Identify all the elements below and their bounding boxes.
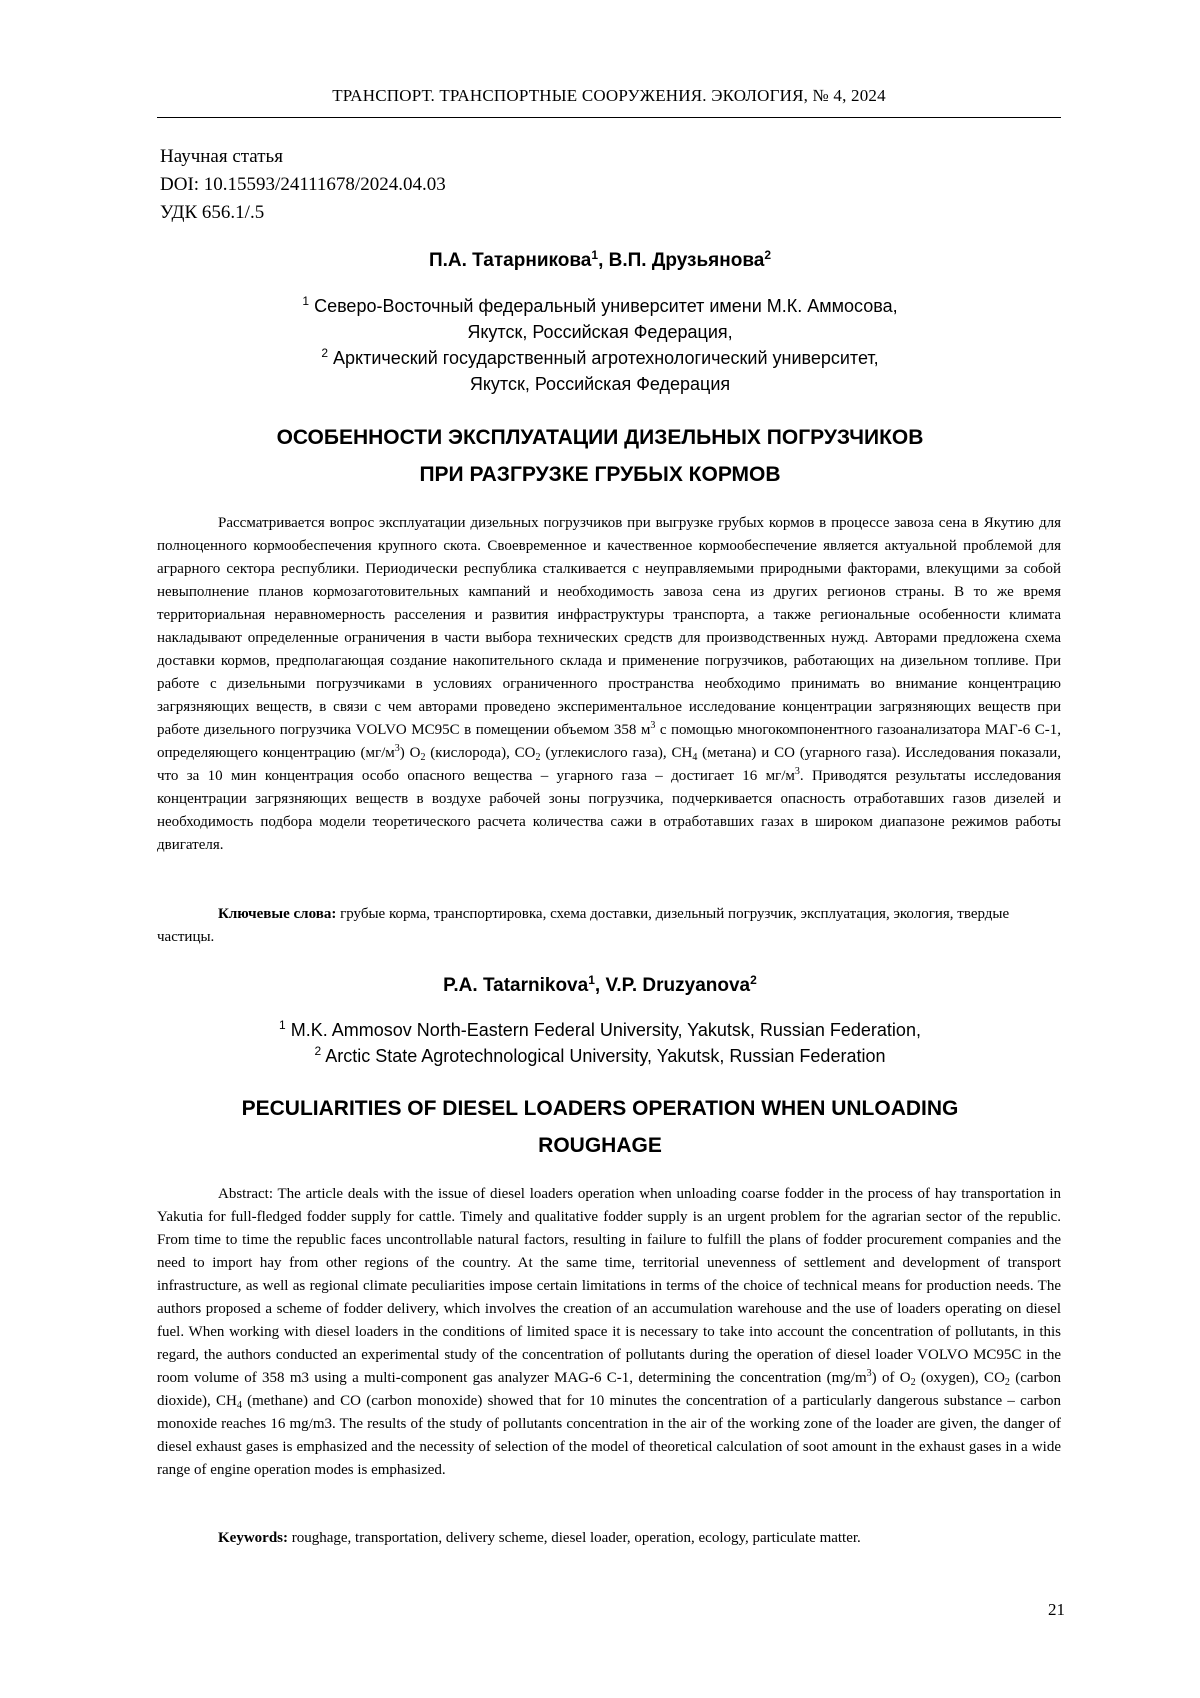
abstract-ru-part: ) O — [399, 745, 421, 761]
author1-en-sup: 1 — [588, 973, 595, 987]
authors-ru — [0, 250, 1200, 272]
author-sep-en: , — [594, 975, 606, 996]
author2-ru-sup: 2 — [764, 248, 772, 262]
affil2-en — [0, 1043, 1200, 1069]
abstract-en-part: ) of O — [871, 1370, 911, 1386]
abstract-en-part: (methane) and CO (carbon monoxide) showed that for 10 minutes the concentration of a particularly dangerous substance – carbon monoxide reaches 16 mg/m3. The results of the study of pollutants concentration in the air of the working zone of the loader are given, the danger of diesel exhaust gases is emphasized and the necessity of selection of the model of theoretical calculation of soot amount in the exhaust gases in a wide range of engine operation modes is emphasized. — [157, 1393, 1061, 1478]
keywords-ru — [157, 903, 1061, 949]
abstract-en-sub: 4 — [236, 1400, 242, 1411]
author2-en-sup: 2 — [750, 973, 757, 987]
author-sep-ru: , — [598, 250, 609, 271]
abstract-en-sub: 2 — [910, 1377, 916, 1388]
abstract-ru-sup: 3 — [394, 743, 400, 754]
header-rule — [157, 117, 1061, 118]
keywords-ru-label: Ключевые слова: — [218, 906, 337, 922]
abstract-ru — [157, 512, 1061, 857]
abstract-ru-part: (метана) и CO (угарного газа). Исследования показали, что за 10 мин концентрация особо опасного вещества – угарного газа – достигает 16 мг/м — [157, 745, 1061, 784]
affil1-ru-sup: 1 — [302, 294, 310, 308]
affil1-en — [0, 1017, 1200, 1043]
article-meta — [160, 143, 446, 227]
title-ru — [0, 419, 1200, 493]
keywords-en-text: roughage, transportation, delivery scheme, diesel loader, operation, ecology, particulate matter. — [288, 1530, 861, 1546]
affil2-ru-line2: Якутск, Российская Федерация — [469, 374, 731, 394]
abstract-ru-part: (углекислого газа), CH — [540, 745, 693, 761]
abstract-ru-sub: 2 — [535, 752, 541, 763]
abstract-en-part: (oxygen), CO — [915, 1370, 1005, 1386]
affiliations-ru — [0, 293, 1200, 397]
affil1-en-text: M.K. Ammosov North-Eastern Federal University, Yakutsk, Russian Federation, — [285, 1020, 921, 1040]
abstract-ru-sub: 4 — [692, 752, 698, 763]
affil1-ru-text: Северо-Восточный федеральный университет имени М.К. Аммосова, — [309, 296, 898, 316]
udc: УДК 656.1/.5 — [160, 202, 265, 223]
affil1-ru-line2: Якутск, Российская Федерация, — [467, 322, 733, 342]
abstract-ru-sup: 3 — [650, 720, 656, 731]
title-ru-line2: ПРИ РАЗГРУЗКЕ ГРУБЫХ КОРМОВ — [419, 463, 781, 486]
abstract-en-part: Abstract: The article deals with the issue of diesel loaders operation when unloading coarse fodder in the process of hay transportation in Yakutia for full-fledged fodder supply for cattle. Timely and qualitative fodder supply is an urgent problem for the agrarian sector of the republic. From time to time the republic faces uncontrollable natural factors, resulting in failure to fulfill the plans of fodder procurement companies and the need to import hay from other regions of the country. At the same time, territorial unevenness of settlement and development of transport infrastructure, as well as regional climate peculiarities impose certain limitations in terms of the choice of technical means for production needs. The authors proposed a scheme of fodder delivery, which involves the creation of an accumulation warehouse and the use of loaders operating on diesel fuel. When working with diesel loaders in the conditions of limited space it is necessary to take into account the concentration of pollutants, in this regard, the authors conducted an experimental study of the concentration of pollutants during the operation of diesel loader VOLVO MC95C in the room volume of 358 m3 using a multi-component gas analyzer MAG-6 C-1, determining the concentration (mg/m — [157, 1186, 1061, 1386]
doi: DOI: 10.15593/24111678/2024.04.03 — [160, 174, 446, 195]
article-type: Научная статья — [160, 146, 283, 167]
affil2-en-text: Arctic State Agrotechnological University, Yakutsk, Russian Federation — [321, 1046, 886, 1066]
keywords-ru-text: грубые корма, транспортировка, схема доставки, дизельный погрузчик, эксплуатация, экология, твердые частицы. — [157, 906, 1010, 945]
abstract-ru-sup: 3 — [794, 766, 800, 777]
author1-ru-sup: 1 — [591, 248, 599, 262]
keywords-en-label: Keywords: — [218, 1530, 288, 1546]
affil1-ru-line1 — [0, 293, 1200, 319]
author2-ru: В.П. Друзьянова — [608, 250, 765, 271]
title-ru-line1: ОСОБЕННОСТИ ЭКСПЛУАТАЦИИ ДИЗЕЛЬНЫХ ПОГРУЗЧИКОВ — [276, 426, 924, 449]
page-number: 21 — [1048, 1600, 1065, 1619]
author1-ru: П.А. Татарникова — [428, 250, 592, 271]
author2-en: V.P. Druzyanova — [605, 975, 751, 996]
title-en-line2: ROUGHAGE — [538, 1134, 662, 1157]
authors-en — [0, 975, 1200, 997]
title-en — [0, 1090, 1200, 1164]
abstract-en-sub: 2 — [1004, 1377, 1010, 1388]
abstract-ru-part: . Приводятся результаты исследования концентрации загрязняющих веществ в воздухе рабочей зоны погрузчика, подчеркивается опасность отработавших газов дизелей и необходимость подбора модели теоретического расчета количества сажи в отработавших газах в широком диапазоне режимов работы двигателя. — [157, 768, 1062, 853]
abstract-en-sup: 3 — [866, 1368, 872, 1379]
abstract-ru-part: Рассматривается вопрос эксплуатации дизельных погрузчиков при выгрузке грубых кормов в процессе завоза сена в Якутию для полноценного кормообеспечения крупного скота. Своевременное и качественное кормообеспечение является актуальной проблемой для аграрного сектора республики. Периодически республика сталкивается с неуправляемыми природными факторами, влекущими за собой невыполнение планов кормозаготовительных кампаний и необходимость завоза сена из других регионов страны. В то же время территориальная неравномерность расселения и развития инфраструктуры транспорта, а также региональные особенности климата накладывают определенные ограничения в части выбора технических средств для производственных нужд. Авторами предложена схема доставки кормов, предполагающая создание накопительного склада и применение погрузчиков, работающих на дизельном топливе. При работе с дизельными погрузчиками в условиях ограниченного пространства необходимо принимать во внимание концентрацию загрязняющих веществ, в связи с чем авторами проведено экспериментальное исследование концентрации загрязняющих веществ при работе дизельного погрузчика VOLVO MC95C в помещении объемом 358 м — [157, 515, 1061, 738]
abstract-ru-part: с помощью многокомпонентного газоанализатора МАГ-6 С-1, определяющего концентрацию (мг/м — [157, 722, 1061, 761]
author1-en: P.A. Tatarnikova — [443, 975, 589, 996]
abstract-en-part: (carbon dioxide), CH — [157, 1370, 1062, 1409]
affil1-en-sup: 1 — [279, 1018, 286, 1032]
affil2-ru-line1 — [0, 345, 1200, 371]
affil2-ru-sup: 2 — [321, 346, 329, 360]
title-en-line1: PECULIARITIES OF DIESEL LOADERS OPERATION WHEN UNLOADING — [241, 1097, 959, 1120]
abstract-en — [157, 1183, 1061, 1482]
abstract-ru-part: (кислорода), CO — [425, 745, 536, 761]
abstract-ru-sub: 2 — [420, 752, 426, 763]
affiliations-en — [0, 1017, 1200, 1069]
affil2-en-sup: 2 — [314, 1044, 322, 1058]
keywords-en — [157, 1527, 1061, 1550]
running-header: ТРАНСПОРТ. ТРАНСПОРТНЫЕ СООРУЖЕНИЯ. ЭКОЛОГИЯ, № 4, 2024 — [332, 86, 886, 105]
affil2-ru-text: Арктический государственный агротехнологический университет, — [328, 348, 879, 368]
